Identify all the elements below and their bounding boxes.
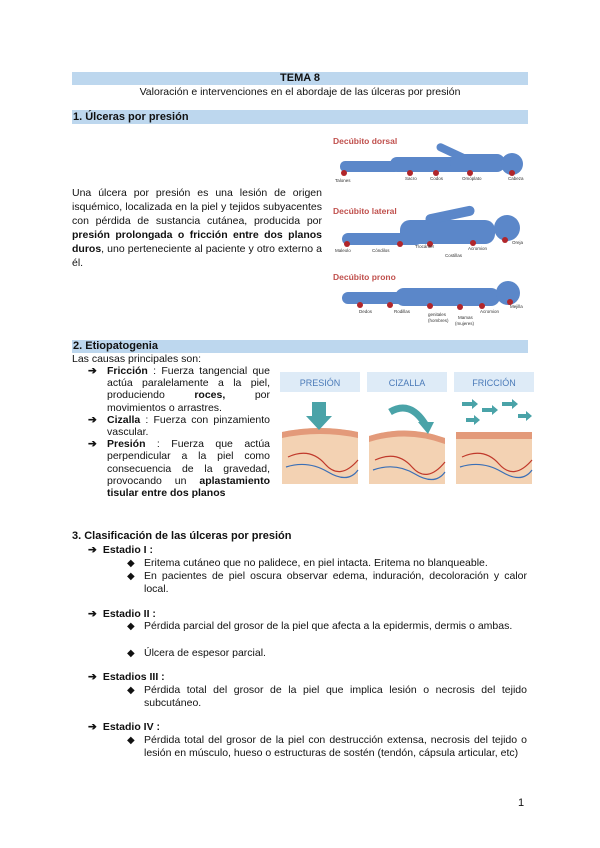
arrow-right-icon: ➔ (88, 413, 97, 426)
prono-label: (mujeres) (455, 321, 475, 326)
cause-name: Fricción (107, 365, 148, 377)
prono-label: Dedos (359, 309, 373, 314)
cause-item-friccion (88, 365, 270, 414)
cause-text: Fuerza tangencial que actúa paralelamente a la piel, produciendo (107, 365, 270, 402)
stage-bullet (127, 684, 527, 710)
stage-bullet (127, 570, 527, 596)
stage-heading-4 (88, 721, 160, 733)
document-subtitle: Valoración e intervenciones en el abordaje de las úlceras por presión (139, 86, 461, 98)
arrow-right-icon: ➔ (88, 544, 97, 556)
lateral-label: Cóndilos (372, 248, 390, 253)
cause-text: Fuerza con pinzamiento vascular. (107, 413, 270, 439)
cause-item-presion (88, 438, 270, 499)
cause-text: Fuerza que actúa perpendicular a la piel como consecuencia de la gravedad, provocando un (107, 438, 270, 487)
bullet-text: En pacientes de piel oscura observar edema, induración, decoloración y calor local. (144, 570, 527, 595)
bullet-text: Pérdida parcial del grosor de la piel que afecta a la epidermis, dermis o ambas. (144, 620, 513, 632)
bullet-text: Eritema cutáneo que no palidece, en piel intacta. Eritema no blanqueable. (144, 557, 488, 569)
causes-intro: Las causas principales son: (72, 353, 201, 365)
prono-title: Decúbito prono (333, 272, 396, 282)
cause-name: Presión (107, 438, 146, 451)
cause-bold: roces, (194, 389, 226, 402)
cause-name: Cizalla (107, 413, 141, 426)
stage-bullet (127, 734, 527, 760)
forces-label: CIZALLA (388, 378, 426, 388)
decubitus-positions-figure (330, 130, 535, 330)
arrow-right-icon: ➔ (88, 721, 97, 733)
section2-heading: 2. Etiopatogenia (72, 340, 528, 353)
cause-separator: : (140, 413, 154, 426)
stage-label: Estadio IV : (102, 721, 160, 733)
prono-label: Acromion (480, 309, 500, 314)
section1-text-bold: presión prolongada o fricción entre dos planos duros (72, 229, 322, 255)
diamond-bullet-icon: ◆ (127, 735, 135, 746)
section1-heading: 1. Úlceras por presión (72, 110, 528, 124)
cause-text-post: por movimientos o arrastres. (107, 389, 270, 414)
tema-title: TEMA 8 (280, 72, 320, 84)
prono-label: (hombres) (428, 318, 449, 323)
dorsal-label: Talones (335, 178, 351, 183)
section1-text-b: , uno perteneciente al paciente y otro externo a él. (72, 243, 322, 269)
lateral-title: Decúbito lateral (333, 206, 397, 216)
cause-separator: : (147, 365, 162, 377)
forces-label: FRICCIÓN (472, 378, 516, 388)
diamond-bullet-icon: ◆ (127, 685, 135, 696)
dorsal-label: Omóplato (462, 176, 482, 181)
prono-label: Rodillas (394, 309, 411, 314)
section1-text-a: Una úlcera por presión es una lesión de origen isquémico, localizada en la piel y tejidos subyacentes con pérdida de sustancia cutánea, producida por (72, 187, 322, 227)
lateral-label: Trocánter (415, 244, 435, 249)
arrow-down-icon (306, 402, 332, 430)
stage-bullet (127, 557, 527, 570)
stage-heading-2 (88, 608, 156, 620)
section1-paragraph (72, 186, 322, 270)
stage-heading-3 (88, 671, 165, 683)
bullet-text: Úlcera de espesor parcial. (144, 647, 266, 659)
forces-figure (280, 372, 535, 484)
stage-heading-1 (88, 544, 153, 556)
arrow-right-icon: ➔ (88, 438, 97, 451)
causes-list (88, 365, 270, 499)
prono-label: Mejilla (510, 304, 523, 309)
stage-label: Estadio II : (102, 608, 156, 620)
forces-label: PRESIÓN (299, 378, 341, 388)
title-band (72, 72, 528, 85)
stage-bullet (127, 620, 527, 633)
lateral-label: Maleolo (335, 248, 351, 253)
stage-label: Estadios III : (102, 671, 165, 683)
bullet-text: Pérdida total del grosor de la piel que implica lesión o necrosis del tejido subcutáneo. (144, 684, 527, 709)
dorsal-title: Decúbito dorsal (333, 136, 398, 146)
page-number: 1 (518, 797, 525, 809)
stage-label: Estadio I : (102, 544, 153, 556)
dorsal-label: Codos (430, 176, 444, 181)
stage-bullet (127, 647, 527, 660)
diamond-bullet-icon: ◆ (127, 571, 135, 582)
curved-arrow-icon (390, 408, 425, 424)
prono-label: Mamas (458, 315, 473, 320)
dorsal-label: Sacro (405, 176, 417, 181)
arrow-right-icon: ➔ (88, 608, 97, 620)
arrow-right-icon: ➔ (88, 671, 97, 683)
diamond-bullet-icon: ◆ (127, 621, 135, 632)
lateral-label: Acromion (468, 246, 488, 251)
diamond-bullet-icon: ◆ (127, 558, 135, 569)
lateral-label: Oreja (512, 240, 524, 245)
friction-arrows-icon (462, 399, 532, 425)
cause-bold: aplastamiento tisular entre dos planos (107, 474, 270, 500)
diamond-bullet-icon: ◆ (127, 648, 135, 659)
arrow-right-icon: ➔ (88, 365, 97, 377)
prono-label: genitales (428, 312, 447, 317)
bullet-text: Pérdida total del grosor de la piel con destrucción extensa, necrosis del tejido o lesión en músculo, hueso o estructuras de sostén (tendón, cápsula articular, etc) (144, 734, 527, 759)
section3-heading: 3. Clasificación de las úlceras por presión (72, 530, 292, 542)
dorsal-label: Cabeza (508, 176, 524, 181)
cause-separator: : (145, 438, 172, 451)
lateral-label: Costillas (445, 253, 463, 258)
cause-item-cizalla (88, 414, 270, 438)
